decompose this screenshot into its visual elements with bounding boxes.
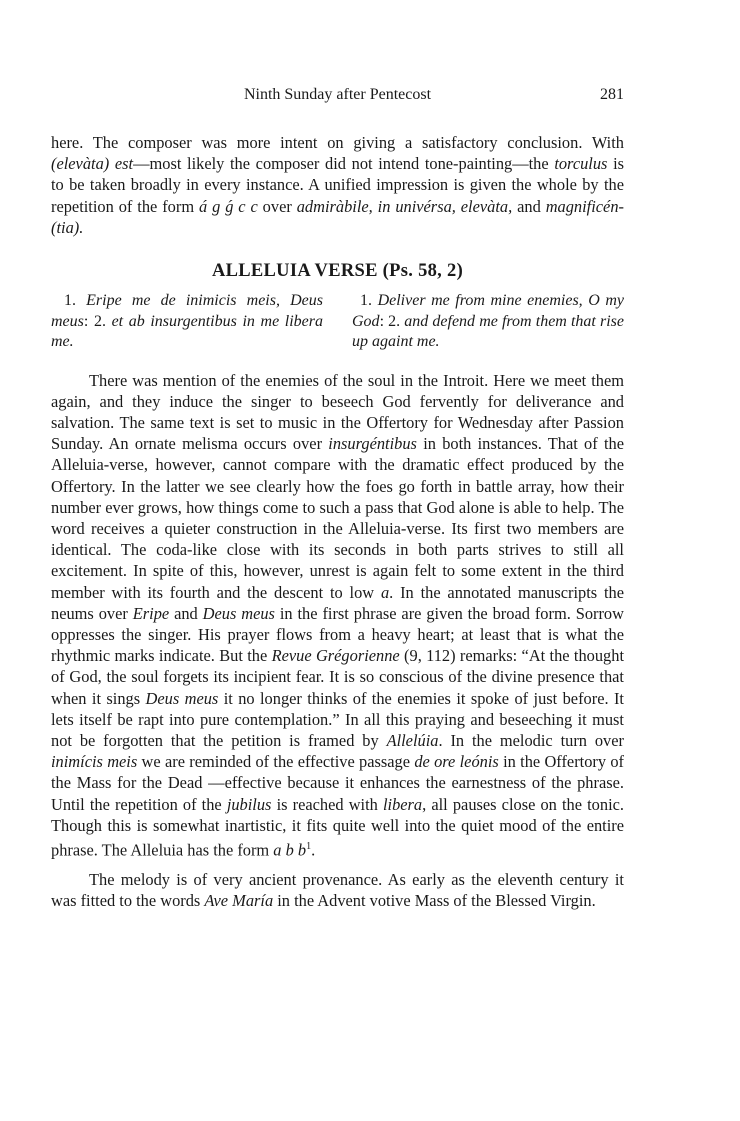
running-title: Ninth Sunday after Pentecost bbox=[243, 86, 432, 103]
running-header bbox=[51, 84, 624, 106]
verse-latin: 1. Eripe me de inimicis meis, Deus meus: 2. et ab insurgentibus in me libera me. bbox=[51, 292, 323, 351]
page-body bbox=[51, 132, 624, 911]
commentary-paragraph: There was mention of the enemies of the soul in the Introit. Here we meet them again, and they induce the singer to beseech God fervently for deliverance and salvation. The same text is set to music in the Offertory for Wednesday after Passion Sunday. An ornate melisma occurs over insurgéntibus in both instances. That of the Alleluia-verse, however, cannot compare with the dramatic effect produced by the Offertory. In the latter we see clearly how the foes go forth in battle array, how their number ever grows, how things come to such a pass that God alone is able to help. The word receives a quieter construction in the Alleluia-verse. Its first two members are identical. The coda-like close with its seconds in both parts strives to still all excitement. In spite of this, however, unrest is again felt to some extent in the third member with its fourth and the descent to low a. In the annotated manuscripts the neums over Eripe and Deus meus in the first phrase are given the broad form. Sorrow oppresses the singer. His prayer flows from a heavy heart; at least that is what the rhythmic marks indicate. But the Revue Grégorienne (9, 112) remarks: “At the thought of God, the soul forgets its incipient fear. It is so conscious of the divine presence that when it sings Deus meus it no longer thinks of the enemies it spoke of just before. It lets itself be rapt into pure contemplation.” In all this praying and beseeching it must not be forgotten that the petition is framed by Allelúia. In the melodic turn over inimícis meis we are reminded of the effective passage de ore leónis in the Offertory of the Mass for the Dead —effective because it enhances the earnestness of the phrase. Until the repetition of the jubilus is reached with libera, all pauses close on the tonic. Though this is somewhat inartistic, it fits quite well into the quiet mood of the entire phrase. The Alleluia has the form a b $b^1$. bbox=[51, 370, 625, 860]
intro-paragraph: here. The composer was more intent on giving a satisfactory conclusion. With (elevàta) est—most likely the composer did not intend tone-painting—the torculus is to be taken broadly in every instance. A unified impression is given the whole by the repetition of the form á g ǵ c c over admiràbile, in univérsa, elevàta, and magnificén-(tia). bbox=[51, 133, 625, 237]
provenance-paragraph: The melody is of very ancient provenance. As early as the eleventh century it was fitted to the words Ave María in the Advent votive Mass of the Blessed Virgin. bbox=[51, 869, 624, 910]
verse-english: 1. Deliver me from mine enemies, O my God: 2. and defend me from them that rise up againt me. bbox=[352, 292, 625, 351]
section-heading: ALLELUIA VERSE (Ps. 58, 2) bbox=[211, 261, 464, 282]
verse-text bbox=[51, 291, 624, 353]
page-number: 281 bbox=[600, 86, 624, 103]
